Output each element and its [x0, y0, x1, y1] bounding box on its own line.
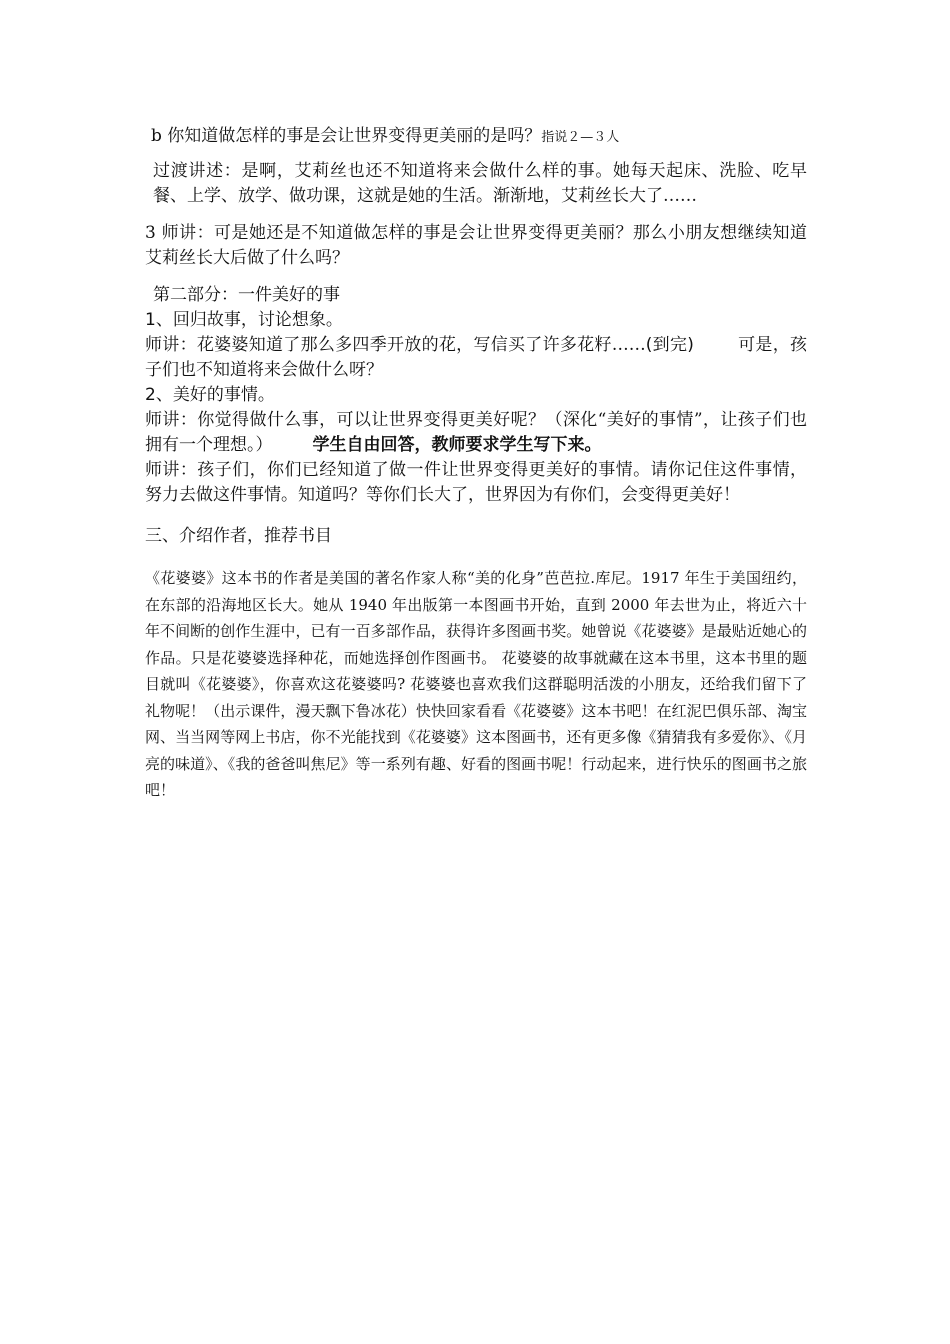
author-paragraph: 《花婆婆》这本书的作者是美国的著名作家人称“美的化身”芭芭拉.库尼。1917 年生于美国纽约，在东部的沿海地区长大。她从 1940 年出版第一本图画书开始，直到 2000 年去世为止，将近六十年不间断的创作生涯中，已有一百多部作品，获得许多图画书奖。她曾说《花婆婆》是最贴近她心的作品。只是花婆婆选择种花，而她选择创作图画书。 花婆婆的故事就藏在这本书里，这本书里的题目就叫《花婆婆》，你喜欢这花婆婆吗? 花婆婆也喜欢我们这群聪明活泼的小朋友，还给我们留下了礼物呢！（出示课件，漫天飘下鲁冰花）快快回家看看《花婆婆》这本书吧！在红泥巴俱乐部、淘宝网、当当网等网上书店，你不光能找到《花婆婆》这本图画书，还有更多像《猜猜我有多爱你》、《月亮的味道》、《我的爸爸叫焦尼》等一系列有趣、好看的图画书呢！行动起来，进行快乐的图画书之旅吧！	[145, 569, 807, 799]
step-two-heading	[145, 383, 807, 408]
step-two-number: 2	[145, 385, 156, 405]
teacher-talk-b-bold: 学生自由回答，教师要求学生写下来。	[312, 435, 602, 455]
step-one-number: 1	[145, 310, 156, 330]
teacher-talk-b	[145, 408, 807, 458]
part-two-heading: 第二部分：一件美好的事	[153, 285, 340, 305]
teacher-talk-a-text: 师讲：花婆婆知道了那么多四季开放的花，写信买了许多花籽……	[145, 335, 646, 355]
document-body	[145, 124, 807, 804]
step-one-heading	[145, 308, 807, 333]
section-three-heading: 三、介绍作者，推荐书目	[145, 526, 332, 546]
step-one-text: 、回归故事，讨论想象。	[155, 310, 343, 330]
teacher-talk-c: 师讲：孩子们，你们已经知道了做一件让世界变得更美好的事情。请你记住这件事情，努力去做这件事情。知道吗？等你们长大了，世界因为有你们，会变得更美好！	[145, 460, 807, 505]
teacher-talk-3: 3 师讲：可是她还是不知道做怎样的事是会让世界变得更美丽？那么小朋友想继续知道艾莉丝长大后做了什么吗？	[145, 223, 807, 268]
step-two-text: 、美好的事情。	[155, 385, 275, 405]
question-b-note: 指说２—３人	[541, 130, 620, 145]
teacher-talk-a-tail: 可是，孩子们也不知道将来会做什么呀？	[145, 335, 808, 380]
teacher-talk-a	[145, 333, 807, 383]
question-b	[145, 124, 807, 150]
question-b-text: b 你知道做怎样的事是会让世界变得更美丽的是吗？	[151, 126, 542, 146]
transition-paragraph: 过渡讲述：是啊，艾莉丝也还不知道将来会做什么样的事。她每天起床、洗脸、吃早餐、上学、放学、做功课，这就是她的生活。渐渐地，艾莉丝长大了……	[153, 161, 807, 206]
teacher-talk-b-text: 师讲：你觉得做什么事，可以让世界变得更美好呢？（深化“美好的事情”，让孩子们也拥有一个理想。）	[145, 410, 807, 455]
teacher-talk-a-paren: (到完)	[645, 335, 694, 355]
